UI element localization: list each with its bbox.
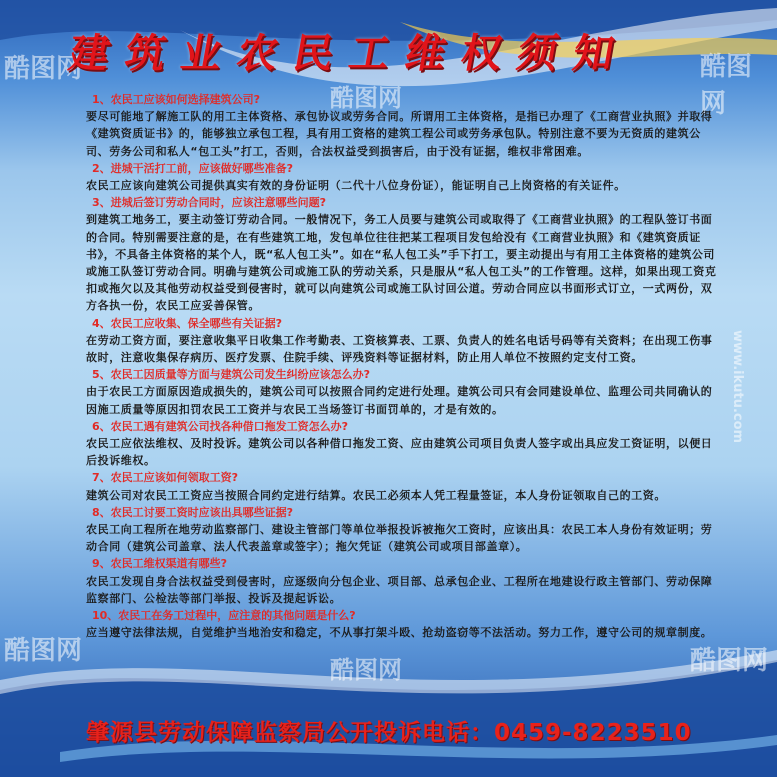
qa-item-8 [86, 504, 722, 556]
qa-item-5 [86, 366, 722, 418]
answer-4: 在劳动工资方面，要注意收集平日收集工作考勤表、工资核算表、工票、负责人的姓名电话号码等有关资料；在出现工伤事故时，注意收集保存病历、医疗发票、住院手续、评残资料等证据材料，防止用人单位不按照约定支付工资。 [86, 333, 713, 365]
question-10: 10、农民工在务工过程中，应注意的其他问题是什么? [92, 609, 356, 623]
watermark-logo-left-top: 酷图网 [4, 54, 83, 84]
complaint-hotline: 肇源县劳动保障监察局公开投诉电话：0459-8223510 [86, 720, 692, 746]
watermark-logo-right-bottom: 酷图网 [690, 646, 769, 676]
qa-item-6 [86, 418, 722, 470]
qa-item-7 [86, 469, 722, 503]
qa-item-10 [86, 607, 722, 641]
answer-6: 农民工应依法维权、及时投诉。建筑公司以各种借口拖发工资、应由建筑公司项目负责人签字或出具应发工资证明，以便日后投诉维权。 [86, 437, 713, 468]
qa-item-9 [86, 555, 722, 607]
question-8: 8、农民工讨要工资时应该出具哪些证据? [92, 505, 294, 519]
answer-8: 农民工向工程所在地劳动监察部门、建设主管部门等单位举报投诉被拖欠工资时，应该出具：农民工本人身份有效证明；劳动合同（建筑公司盖章、法人代表盖章或签字）；拖欠凭证（建筑公司或项目部盖章）。 [86, 523, 713, 554]
question-2: 2、进城干活打工前，应该做好哪些准备? [92, 161, 294, 175]
answer-3: 到建筑工地务工，要主动签订劳动合同。一般情况下，务工人员要与建筑公司或取得了《工商营业执照》的工程队签订书面的合同。特别需要注意的是，在有些建筑工地，发包单位往往把某工程项目发包给没有《工商营业执照》和《建筑资质证书》，不具备主体资格的某个人，既“私人包工头”。如在“私人包工头”手下打工，要主动提出与有用工主体资格的建筑公司或施工队签订劳动合同。明确与建筑公司或施工队的劳动关系，只是服从“私人包工头”的工作管理。这样，如果出现工资克扣或拖欠以及其他劳动权益受到侵害时，就可以向建筑公司或施工队讨回公道。劳动合同应以书面形式订立，一式两份，双方各执一份，农民工应妥善保管。 [86, 213, 717, 313]
watermark-logo-left-bottom: 酷图网 [4, 636, 83, 666]
qa-item-4 [86, 315, 722, 367]
watermark-logo-center-top: 酷图网 [330, 84, 402, 112]
question-9: 9、农民工维权渠道有哪些? [92, 557, 228, 571]
question-3: 3、进城后签订劳动合同时，应该注意哪些问题? [92, 196, 327, 210]
question-6: 6、农民工遇有建筑公司找各种借口拖发工资怎么办? [92, 419, 349, 433]
answer-9: 农民工发现自身合法权益受到侵害时，应逐级向分包企业、项目部、总承包企业、工程所在地建设行政主管部门、劳动保障监察部门、公检法等部门举报、投诉及提起诉讼。 [86, 574, 713, 605]
watermark-logo-center-bottom: 酷图网 [330, 656, 402, 684]
question-1: 1、农民工应该如何选择建筑公司? [92, 93, 261, 106]
question-7: 7、农民工应该如何领取工资? [92, 471, 239, 485]
question-4: 4、农民工应收集、保全哪些有关证据? [92, 316, 283, 330]
watermark-logo-right-top: 酷图网 [700, 52, 753, 119]
poster-title: 建筑业农民工维权须知 [65, 30, 634, 77]
qa-item-3 [86, 194, 722, 314]
answer-7: 建筑公司对农民工工资应当按照合同约定进行结算。农民工必须本人凭工程量签证，本人身份证领取自己的工资。 [86, 488, 666, 502]
qa-list [86, 91, 722, 642]
answer-5: 由于农民工方面原因造成损失的，建筑公司可以按照合同约定进行处理。建筑公司只有会同建设单位、监理公司共同确认的因施工质量等原因扣罚农民工工资并与农民工当场签订书面罚单的，才是有效的。 [86, 385, 713, 416]
answer-10: 应当遵守法律法规，自觉维护当地治安和稳定，不从事打架斗殴、抢劫盗窃等不法活动。努力工作，遵守公司的规章制度。 [86, 626, 713, 640]
qa-item-1 [86, 91, 722, 160]
qa-item-2 [86, 160, 722, 194]
watermark-url-right: www.ikutu.com [730, 330, 745, 444]
answer-2: 农民工应该向建筑公司提供真实有效的身份证明（二代十八位身份证），能证明自己上岗资格的有关证件。 [86, 179, 626, 193]
answer-1: 要尽可能地了解施工队的用工主体资格、承包协议或劳务合同。所谓用工主体资格，是指已办理了《工商营业执照》并取得《建筑资质证书》的，能够独立承包工程，具有用工资格的建筑工程公司或劳务承包队。特别注意不要为无资质的建筑公司、劳务公司和私人“包工头”打工，否则，合法权益受到损害后，由于没有证据，维权非常困难。 [86, 110, 713, 158]
question-5: 5、农民工因质量等方面与建筑公司发生纠纷应该怎么办? [92, 368, 371, 382]
